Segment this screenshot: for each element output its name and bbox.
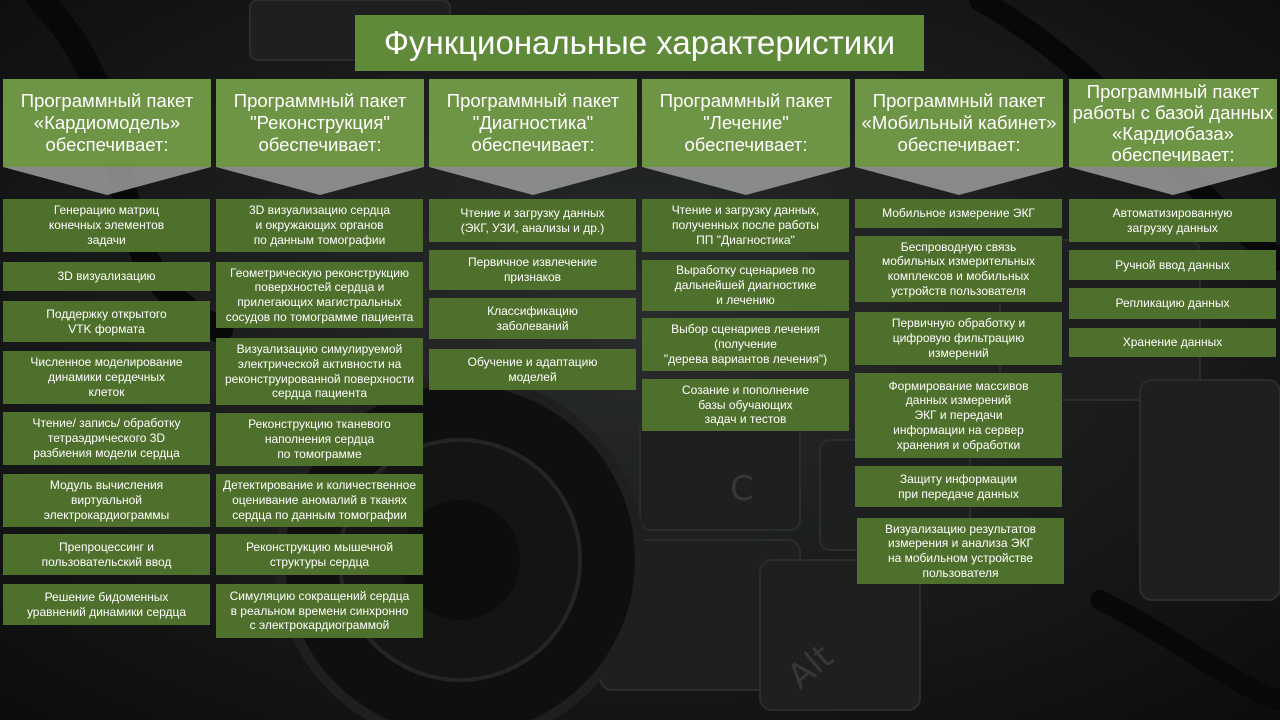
feature-line: Поддержку открытого: [46, 306, 167, 321]
package-header-line: «Кардиобаза»: [1112, 123, 1234, 144]
feature-line: задачи: [87, 232, 126, 247]
feature-text: [246, 540, 393, 569]
feature-line: Численное моделирование: [30, 355, 183, 370]
feature-line: измерения и анализа ЭКГ: [888, 536, 1033, 551]
feature-text: [42, 540, 172, 569]
package-header: [216, 79, 424, 167]
feature-item: [3, 412, 210, 465]
feature-line: сосудов по томограмме пациента: [225, 309, 414, 324]
package-header-line: Программный пакет: [1086, 81, 1260, 102]
feature-line: конечных элементов: [48, 218, 165, 233]
feature-line: Выработку сценариев по: [675, 263, 816, 278]
feature-text: [57, 269, 155, 284]
feature-item: [642, 199, 849, 252]
feature-line: Защиту информации: [899, 471, 1018, 486]
feature-line: Решение бидоменных: [44, 589, 169, 604]
feature-text: [682, 383, 809, 427]
feature-item: [855, 199, 1062, 228]
feature-line: хранения и обработки: [896, 437, 1021, 452]
feature-item: [3, 301, 210, 342]
chevron-down-icon: [216, 167, 424, 197]
feature-text: [44, 478, 170, 522]
package-header-line: обеспечивает:: [897, 134, 1021, 155]
package-header-line: «Кардиомодель»: [33, 112, 181, 133]
feature-line: разбиения модели сердца: [33, 445, 180, 460]
feature-line: Мобильное измерение ЭКГ: [882, 206, 1035, 221]
feature-line: электрической активности на: [237, 356, 402, 371]
svg-text:Alt: Alt: [780, 636, 842, 697]
feature-line: "дерева вариантов лечения"): [663, 351, 828, 366]
feature-text: [30, 355, 182, 399]
feature-line: (получение: [714, 337, 777, 352]
package-header-line: «Мобильный кабинет»: [861, 112, 1057, 133]
chevron-down-icon: [642, 167, 850, 197]
feature-line: моделей: [508, 369, 557, 384]
feature-item: [855, 236, 1062, 302]
feature-line: прилегающих магистральных: [237, 295, 402, 309]
feature-item: [3, 474, 210, 527]
feature-line: Автоматизированную: [1112, 205, 1233, 220]
feature-item: [216, 199, 423, 252]
package-header-line: обеспечивает:: [471, 134, 595, 155]
feature-line: Хранение данных: [1122, 335, 1223, 350]
feature-line: ЭКГ и передачи: [914, 408, 1003, 423]
feature-line: Модуль вычисления: [49, 478, 164, 493]
feature-line: Чтение/ запись/ обработку: [32, 416, 181, 431]
feature-line: Первичную обработку и: [891, 316, 1026, 331]
feature-text: [248, 417, 391, 461]
package-header: [855, 79, 1063, 167]
feature-item: [642, 318, 849, 371]
feature-item: [216, 584, 423, 638]
feature-text: [468, 355, 598, 384]
feature-line: Визуализацию результатов: [884, 521, 1037, 536]
feature-item: [429, 250, 636, 290]
chevron-down-icon: [3, 167, 211, 197]
package-header-line: Программный пакет: [20, 90, 194, 111]
feature-item: [429, 199, 636, 242]
feature-line: на мобильном устройстве: [887, 551, 1034, 565]
feature-text: [487, 304, 578, 333]
feature-line: базы обучающих: [698, 397, 793, 412]
feature-text: [898, 472, 1019, 501]
feature-item: [216, 534, 423, 575]
feature-line: Созание и пополнение: [681, 382, 810, 397]
feature-item: [855, 373, 1062, 458]
feature-line: пользовательский ввод: [41, 554, 172, 569]
package-header-line: "Лечение": [703, 112, 789, 133]
feature-item: [855, 312, 1062, 365]
feature-item: [3, 584, 210, 625]
chevron-down-icon: [1069, 167, 1277, 197]
feature-line: Обучение и адаптацию: [467, 354, 598, 369]
feature-line: цифровую фильтрацию: [892, 331, 1025, 346]
feature-line: данных измерений: [905, 393, 1012, 408]
feature-text: [46, 307, 166, 336]
feature-line: виртуальной: [71, 493, 142, 508]
feature-line: тетраэдрического 3D: [47, 431, 166, 446]
feature-text: [885, 522, 1036, 581]
svg-text:C: C: [730, 469, 754, 509]
feature-text: [223, 478, 416, 522]
feature-line: Беспроводную связь: [900, 239, 1017, 254]
feature-line: Классификацию: [487, 303, 578, 318]
feature-text: [249, 203, 390, 247]
feature-item: [216, 338, 423, 405]
feature-line: динамики сердечных: [47, 370, 166, 385]
feature-text: [49, 203, 164, 247]
feature-line: клеток: [88, 384, 125, 399]
package-header-line: Программный пакет: [233, 90, 407, 111]
package-header-line: обеспечивает:: [45, 134, 169, 155]
package-header: [429, 79, 637, 167]
feature-line: Препроцессинг и: [59, 539, 154, 554]
feature-line: Чтение и загрузку данных: [460, 205, 605, 220]
package-header: [642, 79, 850, 167]
feature-text: [225, 342, 414, 401]
feature-item: [3, 351, 210, 404]
feature-line: по томограмме: [277, 446, 362, 461]
feature-item: [216, 413, 423, 466]
feature-line: Визуализацию симулируемой: [236, 342, 403, 357]
feature-text: [672, 203, 820, 247]
feature-line: измерений: [928, 345, 989, 360]
feature-line: поверхностей сердца и: [254, 280, 385, 295]
feature-line: уравнений динамики сердца: [26, 604, 187, 619]
feature-item: [3, 262, 210, 291]
package-header: [1069, 79, 1277, 167]
feature-line: и окружающих органов: [255, 218, 384, 233]
feature-line: мобильных измерительных: [882, 254, 1035, 269]
feature-line: Симуляцию сокращений сердца: [229, 588, 410, 603]
chevron-down-icon: [855, 167, 1063, 197]
package-header-line: "Диагностика": [472, 112, 594, 133]
feature-text: [664, 322, 827, 366]
feature-text: [1115, 258, 1230, 273]
feature-text: [230, 589, 410, 633]
feature-line: полученных после работы: [672, 218, 819, 233]
feature-line: загрузку данных: [1127, 220, 1218, 235]
feature-line: 3D визуализацию сердца: [248, 203, 391, 218]
feature-item: [1069, 250, 1276, 280]
feature-line: пользователя: [922, 565, 999, 580]
feature-line: Реконструкцию мышечной: [245, 539, 394, 554]
feature-line: признаков: [503, 270, 562, 284]
feature-text: [27, 590, 186, 619]
feature-text: [1115, 296, 1229, 311]
feature-line: Реконструкцию тканевого: [248, 417, 391, 432]
feature-item: [642, 379, 849, 431]
page-title: Функциональные характеристики: [355, 15, 924, 71]
feature-item: [429, 298, 636, 339]
feature-line: информации на сервер: [893, 422, 1024, 437]
feature-line: ПП "Диагностика": [696, 232, 795, 247]
feature-item: [429, 349, 636, 390]
feature-text: [892, 316, 1025, 360]
feature-line: сердца пациента: [271, 386, 368, 401]
feature-item: [3, 199, 210, 252]
feature-line: сердца по данным томографии: [232, 507, 407, 522]
feature-text: [460, 206, 604, 235]
package-header-line: обеспечивает:: [1111, 144, 1235, 165]
feature-line: структуры сердца: [269, 554, 370, 569]
feature-line: оценивание аномалий в тканях: [232, 493, 407, 508]
feature-text: [32, 416, 180, 460]
chevron-down-icon: [429, 167, 637, 197]
feature-item: [857, 518, 1064, 584]
feature-text: [468, 255, 597, 284]
feature-item: [855, 466, 1062, 507]
feature-line: по данным томографии: [253, 232, 386, 247]
feature-line: с электрокардиограммой: [249, 618, 390, 633]
feature-line: электрокардиограммы: [43, 507, 170, 522]
package-header-line: обеспечивает:: [684, 134, 808, 155]
feature-line: VTK формата: [68, 321, 145, 336]
package-header-line: работы с базой данных: [1072, 102, 1274, 123]
feature-item: [3, 534, 210, 575]
package-header-line: "Реконструкция": [250, 112, 390, 133]
feature-line: Чтение и загрузку данных,: [671, 203, 820, 218]
feature-line: Формирование массивов: [888, 378, 1029, 393]
feature-line: при передаче данных: [898, 486, 1019, 501]
feature-line: и лечению: [716, 292, 775, 307]
feature-line: (ЭКГ, УЗИ, анализы и др.): [460, 220, 605, 235]
feature-item: [216, 474, 423, 527]
feature-item: [1069, 328, 1276, 357]
feature-text: [226, 266, 414, 325]
feature-line: дальнейшей диагностике: [674, 278, 817, 293]
feature-item: [1069, 199, 1276, 242]
feature-line: задач и тестов: [704, 412, 787, 427]
package-header-line: обеспечивает:: [258, 134, 382, 155]
feature-text: [882, 206, 1035, 221]
feature-line: Первичное извлечение: [467, 255, 598, 270]
feature-line: реконструированной поверхности: [224, 371, 415, 386]
feature-line: 3D визуализацию: [57, 269, 156, 284]
feature-text: [882, 240, 1035, 299]
feature-line: Ручной ввод данных: [1115, 257, 1230, 272]
feature-line: Геометрическую реконструкцию: [230, 265, 409, 280]
feature-text: [1113, 206, 1233, 235]
feature-text: [675, 263, 817, 307]
feature-line: Репликацию данных: [1115, 296, 1230, 311]
feature-line: наполнения сердца: [264, 432, 375, 447]
package-header: [3, 79, 211, 167]
package-header-line: Программный пакет: [446, 90, 620, 111]
feature-line: заболеваний: [496, 318, 569, 333]
feature-line: Выбор сценариев лечения: [671, 322, 820, 337]
feature-line: устройств пользователя: [891, 283, 1026, 298]
feature-text: [1123, 335, 1223, 350]
feature-line: в реальном времени синхронно: [230, 603, 409, 618]
feature-line: комплексов и мобильных: [887, 269, 1030, 283]
feature-line: Генерацию матриц: [53, 203, 160, 218]
feature-item: [1069, 288, 1276, 319]
feature-text: [889, 379, 1029, 453]
package-header-line: Программный пакет: [659, 90, 833, 111]
feature-item: [642, 260, 849, 311]
feature-line: Детектирование и количественное: [222, 478, 417, 493]
feature-item: [216, 262, 423, 328]
package-header-line: Программный пакет: [872, 90, 1046, 111]
